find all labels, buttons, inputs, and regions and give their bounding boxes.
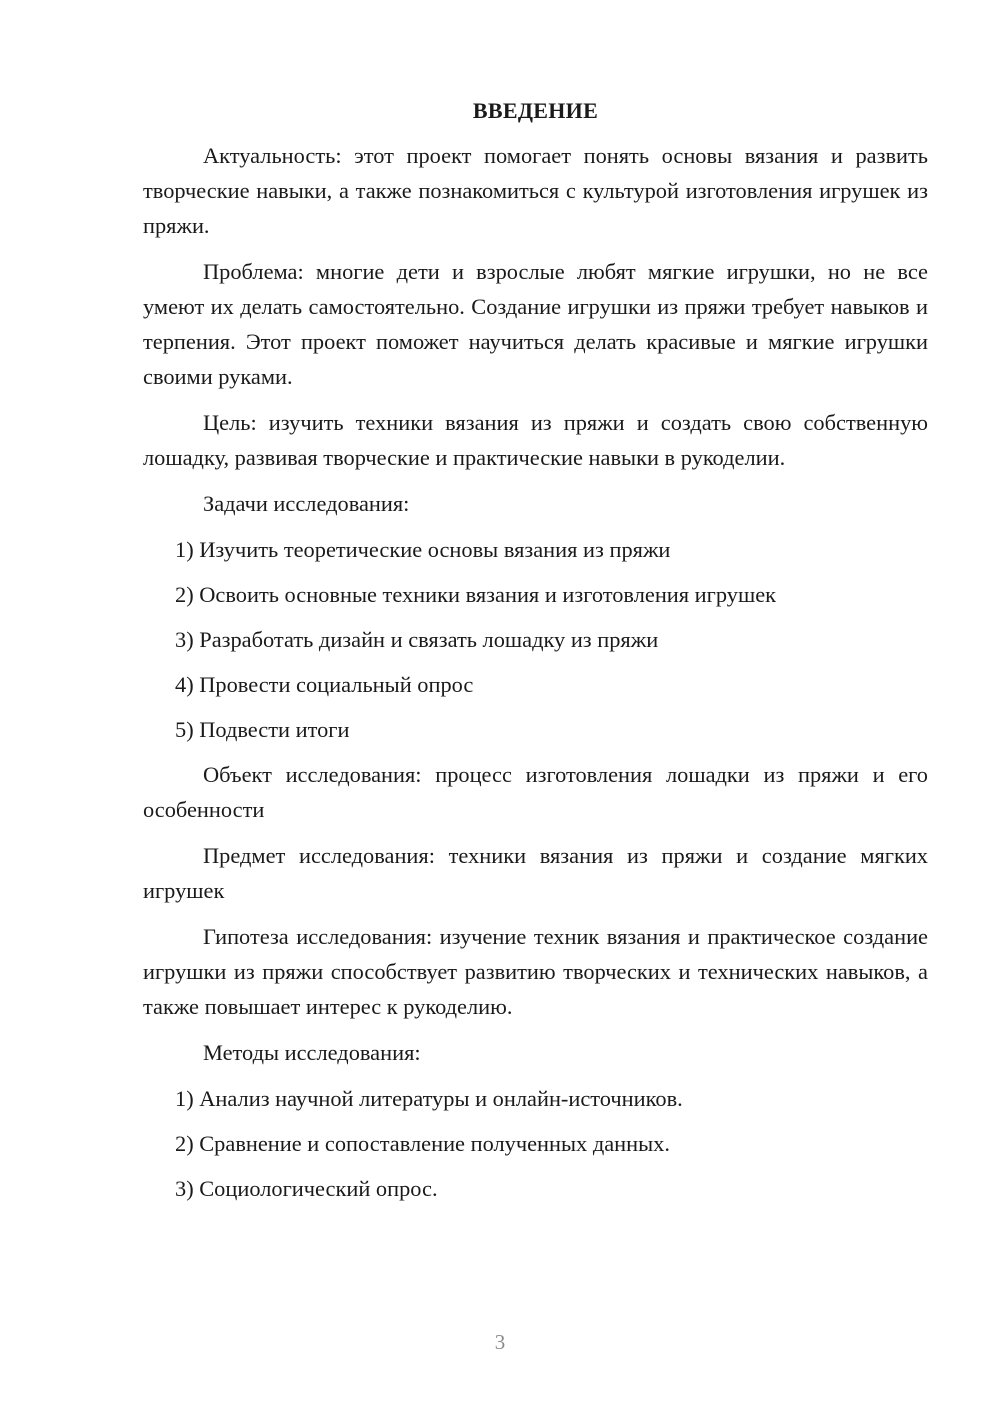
tasks-list	[143, 532, 928, 747]
page-title: ВВЕДЕНИЕ	[472, 98, 599, 123]
page-number: 3	[494, 1330, 506, 1354]
goal-paragraph: Цель: изучить техники вязания из пряжи и создать свою собственную лошадку, развивая творческие и практические навыки в рукоделии.	[143, 410, 928, 470]
list-item: 3) Социологический опрос.	[175, 1176, 438, 1201]
hypothesis-paragraph: Гипотеза исследования: изучение техник вязания и практическое создание игрушки из пряжи способствует развитию творческих и технических навыков, а также повышает интерес к рукоделию.	[143, 924, 928, 1019]
subject-paragraph: Предмет исследования: техники вязания из пряжи и создание мягких игрушек	[143, 843, 928, 903]
list-item: 5) Подвести итоги	[175, 717, 350, 742]
list-item: 3) Разработать дизайн и связать лошадку из пряжи	[175, 627, 659, 652]
list-item: 2) Сравнение и сопоставление полученных данных.	[175, 1131, 670, 1156]
document-page	[143, 96, 928, 1216]
methods-heading: Методы исследования:	[203, 1040, 421, 1065]
problem-paragraph: Проблема: многие дети и взрослые любят мягкие игрушки, но не все умеют их делать самостоятельно. Создание игрушки из пряжи требует навыков и терпения. Этот проект поможет научиться делать красивые и мягкие игрушки своими руками.	[143, 259, 928, 389]
list-item: 4) Провести социальный опрос	[175, 672, 474, 697]
list-item: 1) Изучить теоретические основы вязания из пряжи	[175, 537, 671, 562]
list-item: 2) Освоить основные техники вязания и изготовления игрушек	[175, 582, 777, 607]
list-item: 1) Анализ научной литературы и онлайн-источников.	[175, 1086, 683, 1111]
actuality-paragraph: Актуальность: этот проект помогает понять основы вязания и развить творческие навыки, а также познакомиться с культурой изготовления игрушек из пряжи.	[143, 143, 928, 238]
tasks-heading: Задачи исследования:	[203, 491, 410, 516]
object-paragraph: Объект исследования: процесс изготовления лошадки из пряжи и его особенности	[143, 762, 928, 822]
methods-list	[143, 1081, 928, 1206]
